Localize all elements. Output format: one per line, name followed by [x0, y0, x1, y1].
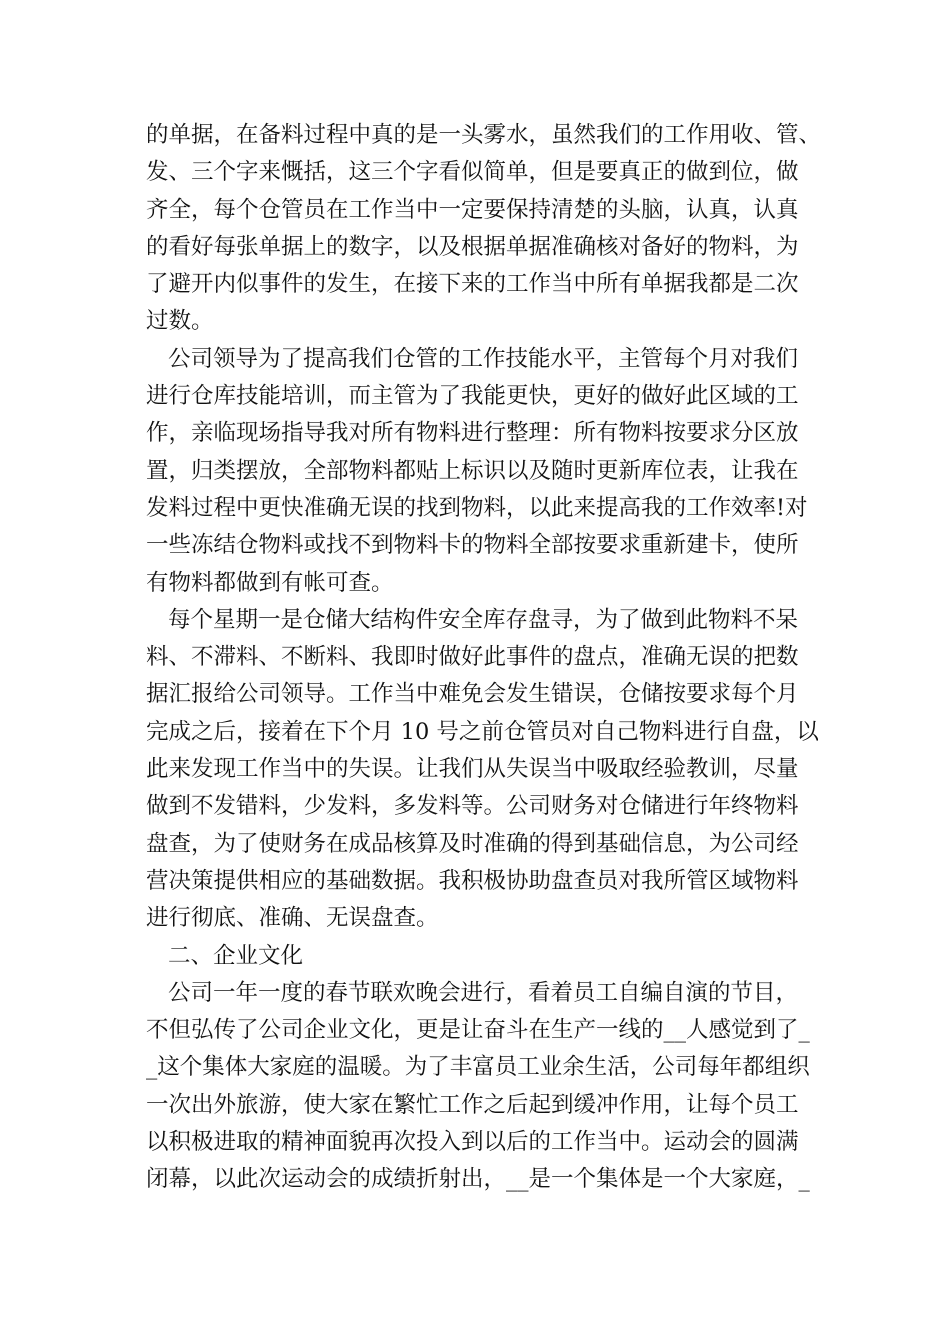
text-line: 了避开内似事件的发生，在接下来的工作当中所有单据我都是二次 [146, 271, 799, 298]
paragraph-1 [146, 117, 822, 341]
text-line: 公司领导为了提高我们仓管的工作技能水平，主管每个月对我们 [168, 345, 799, 372]
text-line: 齐全，每个仓管员在工作当中一定要保持清楚的头脑，认真，认真 [146, 196, 799, 223]
text-line: 有物料都做到有帐可查。 [146, 569, 394, 596]
text-line: 一次出外旅游，使大家在繁忙工作之后起到缓冲作用，让每个员工 [146, 1091, 799, 1118]
document-body [146, 117, 822, 1199]
text-line: 不但弘传了公司企业文化，更是让奋斗在生产一线的__人感觉到了_ [146, 1017, 810, 1044]
text-line: 闭幕，以此次运动会的成绩折射出，__是一个集体是一个大家庭，_ [146, 1166, 810, 1193]
text-line: 过数。 [146, 308, 214, 335]
text-line: 公司一年一度的春节联欢晚会进行，看着员工自编自演的节目， [168, 979, 799, 1006]
text-line: 的单据，在备料过程中真的是一头雾水，虽然我们的工作用收、管、 [146, 122, 822, 148]
text-line: 发、三个字来慨括，这三个字看似简单，但是要真正的做到位，做 [146, 159, 799, 186]
paragraph-3 [146, 602, 819, 938]
text-line: 盘查，为了使财务在成品核算及时准确的得到基础信息，为公司经 [146, 830, 799, 857]
text-line: 一些冻结仓物料或找不到物料卡的物料全部按要求重新建卡，使所 [146, 532, 799, 559]
text-line: 做到不发错料，少发料，多发料等。公司财务对仓储进行年终物料 [146, 793, 799, 820]
text-line: 进行仓库技能培训，而主管为了我能更快，更好的做好此区域的工 [146, 383, 799, 410]
text-line: 每个星期一是仓储大结构件安全库存盘寻，为了做到此物料不呆 [168, 606, 799, 633]
paragraph-2 [146, 341, 806, 602]
text-line: 料、不滞料、不断料、我即时做好此事件的盘点，准确无误的把数 [146, 644, 799, 671]
text-line: 此来发现工作当中的失误。让我们从失误当中吸取经验教训，尽量 [146, 756, 799, 783]
section-heading-text: 二、企业文化 [168, 942, 304, 969]
text-line: 进行彻底、准确、无误盘查。 [146, 905, 439, 932]
text-line: 的看好每张单据上的数字，以及根据单据准确核对备好的物料，为 [146, 233, 799, 260]
text-line: 置，归类摆放，全部物料都贴上标识以及随时更新库位表，让我在 [146, 457, 799, 484]
text-line: 据汇报给公司领导。工作当中难免会发生错误，仓储按要求每个月 [146, 681, 799, 708]
text-line: 以积极进取的精神面貌再次投入到以后的工作当中。运动会的圆满 [146, 1129, 799, 1156]
text-line: 营决策提供相应的基础数据。我积极协助盘查员对我所管区域物料 [146, 867, 799, 894]
text-line: 完成之后，接着在下个月 10 号之前仓管员对自己物料进行自盘，以 [146, 718, 819, 745]
section-heading [146, 938, 806, 975]
text-line: _这个集体大家庭的温暖。为了丰富员工业余生活，公司每年都组织 [146, 1054, 810, 1081]
text-line: 作，亲临现场指导我对所有物料进行整理：所有物料按要求分区放 [146, 420, 799, 447]
text-line: 发料过程中更快准确无误的找到物料，以此来提高我的工作效率!对 [146, 494, 808, 521]
paragraph-4 [146, 975, 810, 1199]
